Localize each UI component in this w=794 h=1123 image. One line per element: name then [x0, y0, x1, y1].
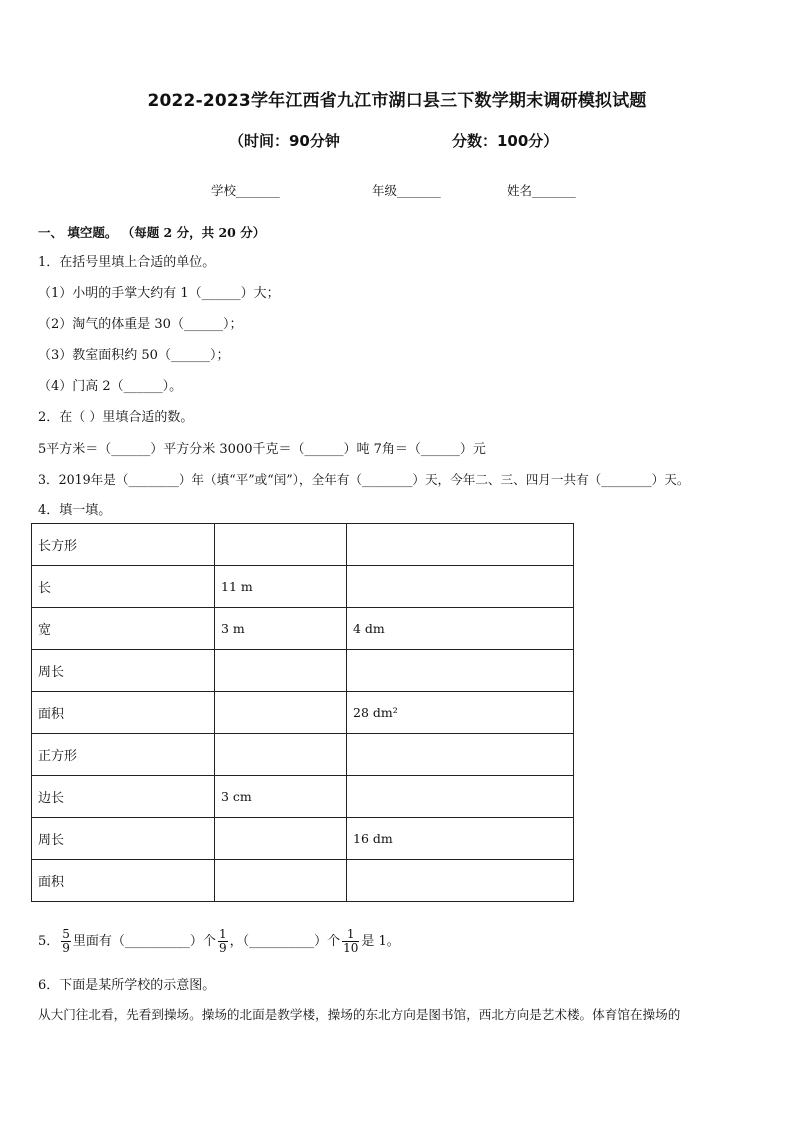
table-cell[interactable] — [347, 734, 574, 776]
q5-part2: ，（__________）个 — [229, 934, 341, 949]
q2-line: 5平方米＝（______）平方分米 3000千克＝（______）吨 7角＝（______）元 — [38, 442, 486, 457]
table-cell: 16 dm — [347, 818, 574, 860]
table-row — [32, 734, 574, 776]
fill-table — [31, 523, 574, 902]
q5-part1: 里面有（__________）个 — [72, 934, 216, 949]
table-row — [32, 650, 574, 692]
school-field[interactable]: 学校_______ — [211, 183, 280, 198]
exam-score: 分数：100分） — [452, 132, 559, 150]
table-cell[interactable] — [215, 650, 347, 692]
table-cell[interactable] — [215, 524, 347, 566]
table-cell: 11 m — [215, 566, 347, 608]
q5-line — [38, 928, 400, 955]
q5-prefix: 5． — [38, 934, 60, 949]
table-row — [32, 692, 574, 734]
table-cell[interactable] — [347, 524, 574, 566]
q6-desc: 从大门往北看，先看到操场。操场的北面是教学楼，操场的东北方向是图书馆，西北方向是艺术楼。体育馆在操场的 — [38, 1007, 681, 1022]
fraction-1-10: $\frac{1}{10}$ — [343, 927, 359, 955]
q1-item: （3）教室面积约 50（______）； — [38, 348, 230, 363]
table-cell: 3 m — [215, 608, 347, 650]
table-row — [32, 566, 574, 608]
q2-stem: 2．在（ ）里填合适的数。 — [38, 410, 194, 425]
table-row — [32, 860, 574, 902]
table-cell[interactable] — [215, 734, 347, 776]
fraction-5-9: $\frac{5}{9}$ — [62, 927, 70, 955]
q1-stem: 1．在括号里填上合适的单位。 — [38, 255, 216, 270]
table-cell[interactable] — [215, 818, 347, 860]
table-row — [32, 524, 574, 566]
table-row-label: 长 — [32, 566, 215, 608]
table-cell[interactable] — [347, 776, 574, 818]
table-row-label: 面积 — [32, 860, 215, 902]
q3-text: 3．2019年是（________）年（填“平”或“闰”），全年有（________）天，今年二、三、四月一共有（________）天。 — [38, 472, 690, 487]
fraction-1-9: $\frac{1}{9}$ — [218, 927, 227, 955]
table-cell[interactable] — [347, 860, 574, 902]
table-row-label: 长方形 — [32, 524, 215, 566]
exam-time: （时间：90分钟 — [229, 132, 340, 150]
name-field[interactable]: 姓名_______ — [507, 183, 576, 198]
q1-item: （4）门高 2（______）。 — [38, 379, 183, 394]
table-row-label: 周长 — [32, 650, 215, 692]
q1-item: （2）淘气的体重是 30（______）； — [38, 317, 243, 332]
q6-stem: 6．下面是某所学校的示意图。 — [38, 978, 216, 993]
table-cell[interactable] — [347, 650, 574, 692]
grade-field[interactable]: 年级_______ — [372, 183, 441, 198]
table-cell: 28 dm² — [347, 692, 574, 734]
table-row-label: 面积 — [32, 692, 215, 734]
table-row-label: 边长 — [32, 776, 215, 818]
section-heading: 一、 填空题。 （每题 2 分，共 20 分） — [38, 225, 266, 240]
table-row-label: 正方形 — [32, 734, 215, 776]
table-cell: 3 cm — [215, 776, 347, 818]
table-cell[interactable] — [215, 860, 347, 902]
table-row — [32, 776, 574, 818]
table-row — [32, 818, 574, 860]
table-cell[interactable] — [215, 692, 347, 734]
q5-part3: 是 1。 — [361, 934, 400, 949]
exam-title: 2022-2023学年江西省九江市湖口县三下数学期末调研模拟试题 — [147, 91, 647, 111]
table-row-label: 周长 — [32, 818, 215, 860]
table-cell[interactable] — [347, 566, 574, 608]
table-row — [32, 608, 574, 650]
table-cell: 4 dm — [347, 608, 574, 650]
q4-stem: 4．填一填。 — [38, 503, 112, 518]
table-row-label: 宽 — [32, 608, 215, 650]
q1-item: （1）小明的手掌大约有 1（______）大； — [38, 286, 280, 301]
